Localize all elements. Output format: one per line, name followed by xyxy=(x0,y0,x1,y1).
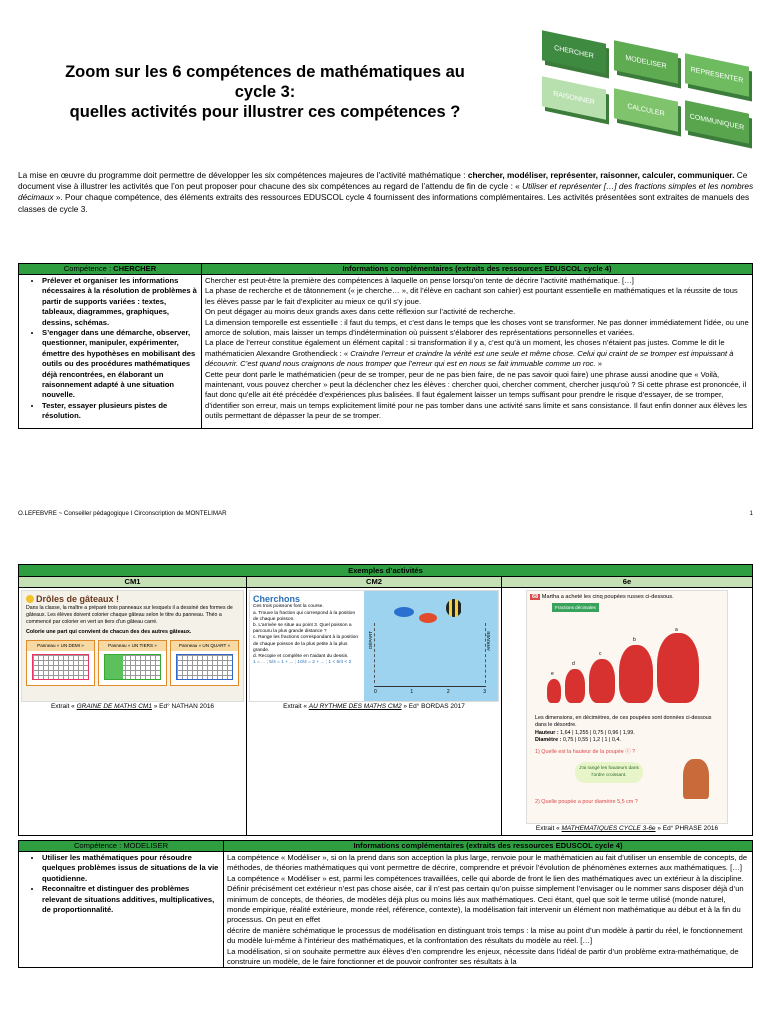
chercher-info-line: Cette peur dont parle le mathématicien (peur de se tromper, peur de ne pas bien faire, de ne pas savoir quoi faire) une phrase aussi anodine que « Voilà, maintenant, vous pouvez chercher » peut la déclencher chez les élèves : chercher quoi, chercher comment, chercher jusqu’où ? Si cette phrase est prononcée, il faut donc qu’elle ait été précédée d’expériences plus balisées. Il faut également laisser un temps suffisant pour prendre le risque d’essayer, de se tromper, d’identifier son erreur, mais un temps explicitement limité pour ne pas tomber dans une activité sans limite et sans consistance. Il faut enfin donner aux élèves les outils permettant de dépasser la peur de se tromper. xyxy=(205,369,747,421)
cm1-cell xyxy=(19,588,247,836)
modeliser-info-cell xyxy=(224,852,753,968)
cube-communiquer: COMMUNIQUER xyxy=(685,100,749,144)
modeliser-info-line: décrire de manière schématique le processus de modélisation en distinguant trois temps : la mise au point d’un modèle à partir du réel, le fonctionnement du modèle lui-même à l’intérieur des mathématiques, et la confrontation des résultats du modèle au réel. […] xyxy=(227,925,743,946)
list-item: • Prélever et organiser les informations nécessaires à la résolution de problèmes à partir de supports variées : textes, tableaux, diagrammes, graphiques, dessins, schémas. xyxy=(42,276,198,328)
intro-competences-list: chercher, modéliser, représenter, raisonner, calculer, communiquer. xyxy=(467,170,735,180)
bulb-icon xyxy=(26,595,34,603)
cm1-text: Dans la classe, la maître a préparé trois panneaux sur lesquels il a dessiné des formes de gâteaux. Les élèves doivent colorier chaque gâteau selon le titre du panneau. Théo a commencé par colorier en vert un tiers d'un gâteau carré. xyxy=(26,605,233,625)
chercher-info-line: La phase de recherche et de tâtonnement (« je cherche… », dit l’élève en cachant son cahier) est pourtant essentielle en mathématiques et la réussite de tous les élèves passe par le fait d’expliciter au mieux ce qu’il s’y joue. xyxy=(205,286,738,306)
chercher-header-left: Compétence : CHERCHER xyxy=(19,264,202,275)
chercher-bullets xyxy=(22,276,198,422)
sixieme-bubble: J'ai rangé les hauteurs dans l'ordre croissant. xyxy=(575,762,643,783)
cm1-panel-quart: Panneau « UN QUART » xyxy=(170,640,239,686)
footer-author: O.LEFEBVRE ~ Conseiller pédagogique I Circonscription de MONTELIMAR xyxy=(18,510,227,517)
intro-paragraph xyxy=(18,170,754,215)
intro-attendu: Utiliser et représenter […] des fractions simples et les nombres décimaux xyxy=(18,181,754,203)
title-line-3: quelles activités pour illustrer ces compétences ? xyxy=(69,103,461,121)
competences-graphic xyxy=(540,25,762,150)
title-line-1: Zoom sur les 6 compétences de mathématiques au xyxy=(65,63,465,81)
sixieme-statement: Martha a acheté les cinq poupées russes ci-dessous. xyxy=(541,594,674,600)
cm2-heading: Cherchons xyxy=(253,594,301,604)
cm1-panel-tiers: Panneau « UN TIERS » xyxy=(98,640,167,686)
cm1-instruction: Colorie une part qui convient de chacun des des autres gâteaux. xyxy=(26,629,192,636)
page-number: 1 xyxy=(749,510,753,517)
cm2-pool xyxy=(364,591,498,701)
intro-text-1: La mise en œuvre du programme doit permettre de développer les six compétences majeures de l'activité mathématique : xyxy=(18,170,468,180)
list-item: • Utiliser les mathématiques pour résoudre quelques problèmes issus de situations de la vie quotidienne. xyxy=(42,853,220,884)
cm2-caption: Extrait « AU RYTHME DES MATHS CM2 » Ed° BORDAS 2017 xyxy=(283,703,465,710)
title-line-2: cycle 3: xyxy=(234,83,296,101)
cube-representer: REPRESENTER xyxy=(685,53,749,97)
modeliser-header-right: Informations complémentaires (extraits des ressources EDUSCOL cycle 4) xyxy=(224,841,753,852)
examples-header: Exemples d’activités xyxy=(19,565,753,577)
cm2-line: b. L'arrivée se situe au point 3. Quel poisson a parcouru la plus grande distance ? xyxy=(253,623,352,635)
cube-modeliser: MODELISER xyxy=(614,40,678,84)
cm2-line: d. Recopie et complète en t'aidant du dessin. xyxy=(253,654,349,660)
modeliser-bullets xyxy=(22,853,220,915)
intro-text-2: Ce document vise à illustrer les activités que l’on peut proposer pour chacune des six compétences au regard de l’attendu de fin de cycle : « xyxy=(18,170,748,192)
sixieme-tag: Fractions décimales xyxy=(552,603,599,612)
intro-text-3: ». Pour chaque compétence, des éléments extraits des ressources EDUSCOL cycle 4 fournissent des informations complémentaires. Les activités présentées sont extraites de manuels des classes de cycle 3. xyxy=(18,192,750,214)
examples-col-cm2: CM2 xyxy=(247,577,502,588)
sixieme-dims: Les dimensions, en décimètres, de ces poupées sont données ci-dessous dans le désordre. xyxy=(535,715,712,729)
list-item: • Reconnaître et distinguer des problèmes relevant de situations additives, multiplicatives, de proportionnalité. xyxy=(42,884,220,915)
cube-raisonner: RAISONNER xyxy=(542,76,606,120)
cm1-panels xyxy=(22,640,243,686)
fish-icon xyxy=(446,599,462,617)
sixieme-exercise xyxy=(526,590,728,824)
cm2-axis: 0 1 2 3 xyxy=(374,686,486,697)
doll-e-icon xyxy=(547,679,561,703)
chercher-bullets-cell xyxy=(19,275,202,429)
cm1-heading: Drôles de gâteaux ! xyxy=(22,591,243,605)
girl-icon xyxy=(683,759,709,799)
examples-table xyxy=(18,564,753,836)
exercise-number: 68 xyxy=(532,594,539,600)
cm1-caption: Extrait « GRAINE DE MATHS CM1 » Ed° NATHAN 2016 xyxy=(50,703,215,710)
sixieme-q1: 1) Quelle est la hauteur de la poupée ⓒ ? xyxy=(535,748,636,755)
doll-b-icon xyxy=(619,645,653,703)
fish-icon xyxy=(419,613,437,623)
grothendieck-quote: Craindre l’erreur et craindre la vérité est une seule et même chose. Celui qui craint de se tromper est impuissant à découvrir. C’est quand nous craignons de nous tromper que l’erreur qui est en nous se fait immuable comme un roc. xyxy=(205,348,734,369)
cm2-depart: DÉPART xyxy=(368,631,373,649)
page-title xyxy=(20,62,510,122)
modeliser-info-line: La modélisation, si on souhaite permettre aux élèves d’en comprendre les enjeux, nécessite dans l’idéal de partir d’un problème extra-mathématique, de construire un modèle, de le faire fonctionner et de pouvoir confronter ses résultats à la xyxy=(227,946,739,967)
doll-d-icon xyxy=(565,669,585,703)
doll-a-icon xyxy=(657,633,699,703)
examples-col-6e: 6e xyxy=(502,577,753,588)
chercher-info-error: La place de l’erreur constitue également un élément capital : si transformation il y a, c’est qu’à un moment, les choses n’étaient pas justes. Comme le dit le mathématicien Alexandre Grothendieck : « Craindre l’erreur et craindre la vérité est une seule et même chose. Celui qui craint de se tromper est impuissant à découvrir. C’est quand nous craignons de nous tromper que l’erreur qui est en nous se fait immuable comme un roc. » xyxy=(205,338,734,369)
cm2-line: c. Range les fractions correspondant à la position de chaque poisson de la plus petite à la plus grande. xyxy=(253,635,359,653)
cm2-arrivee: ARRIVÉE xyxy=(485,631,491,651)
cm2-line: Ces trois poissons font la course. xyxy=(253,604,324,610)
doll-c-icon xyxy=(589,659,615,703)
cm2-cell xyxy=(247,588,502,836)
sixieme-cell xyxy=(502,588,753,836)
modeliser-header-left: Compétence : MODELISER xyxy=(19,841,224,852)
list-item: • S’engager dans une démarche, observer, questionner, manipuler, expérimenter, émettre des hypothèses en mobilisant des outils ou des procédures mathématiques déjà rencontrées, en élaborant un raisonnement adapté à une situation nouvelle. xyxy=(42,328,198,401)
modeliser-info-line: La compétence « Modéliser » est, parmi les compétences travaillées, celle qui aborde de front le lien des mathématiques avec un extérieur à la discipline. Définir précisément cet extérieur n’est pas chose aisée, car il n’est pas certain qu’on puisse simplement l’envisager ou le nommer sans disposer déjà d’un minimum de concepts, de théories, de modèles déjà plus ou moins liés aux mathématiques. Ceci étant, quel que soit le terme utilisé (monde naturel, monde empirique, réalité extérieure, monde réel, référence, contexte), la modélisation fait intervenir un élément non mathématique au début et à la fin du processus. On peut en effet xyxy=(227,873,744,925)
sixieme-diametre: Diamètre : 0,75 | 0,55 | 1,2 | 1 | 0,4. xyxy=(535,737,621,744)
cm2-exercise xyxy=(249,590,499,702)
sixieme-caption: Extrait « MATHEMATIQUES CYCLE 3-6e » Ed° PHRASE 2016 xyxy=(535,825,719,832)
cm1-panel-demi: Panneau « UN DEMI » xyxy=(26,640,95,686)
sixieme-q2: 2) Quelle poupée a pour diamètre 5,5 cm ? xyxy=(535,798,638,805)
cube-chercher: CHERCHER xyxy=(542,30,606,74)
cm1-exercise xyxy=(21,590,244,702)
fish-icon xyxy=(394,607,414,617)
chercher-info-line: Chercher est peut-être la première des compétences à laquelle on pense lorsqu’on tente de décrire l’activité mathématique. […] xyxy=(205,276,634,285)
cm2-line: a. Trouve la fraction qui correspond à la position de chaque poisson. xyxy=(253,610,356,622)
examples-col-cm1: CM1 xyxy=(19,577,247,588)
cube-calculer: CALCULER xyxy=(614,88,678,132)
sixieme-hauteur: Hauteur : 1,64 | 1,255 | 0,75 | 0,96 | 1,99. xyxy=(535,729,635,736)
dolls: e d c b a xyxy=(547,631,747,703)
modeliser-table xyxy=(18,840,753,968)
chercher-info-cell xyxy=(202,275,753,429)
modeliser-bullets-cell xyxy=(19,852,224,968)
page-footer xyxy=(18,510,753,517)
modeliser-info-line: La compétence « Modéliser », si on la prend dans son acception la plus large, renvoie pour le mathématicien au fait d’utiliser un ensemble de concepts, de méthodes, de théories mathématiques qui vont permettre de décrire, comprendre et prévoir l’évolution de phénomènes externes aux mathématiques. […] xyxy=(227,853,748,873)
list-item: • Tester, essayer plusieurs pistes de résolution. xyxy=(42,401,198,422)
cm2-formula: 1 = ... ; 5/4 = 1 + ... ; 10/4 = 2 + ... ; 1 < 5/4 < 2 xyxy=(253,660,352,666)
chercher-info-line: On peut dégager au moins deux grands axes dans cette réflexion sur l’activité de recherche. xyxy=(205,307,516,317)
chercher-table xyxy=(18,263,753,429)
chercher-info-line: La dimension temporelle est essentielle : il faut du temps, et c’est dans le temps que les choses vont se transformer. Ne pas donner immédiatement l’idée, ou une amorce de solution, mais laisser un temps d’indétermination où puissent s’élaborer des représentations personnelles et variées. xyxy=(205,317,749,338)
chercher-header-right: Informations complémentaires (extraits des ressources EDUSCOL cycle 4) xyxy=(202,264,753,275)
